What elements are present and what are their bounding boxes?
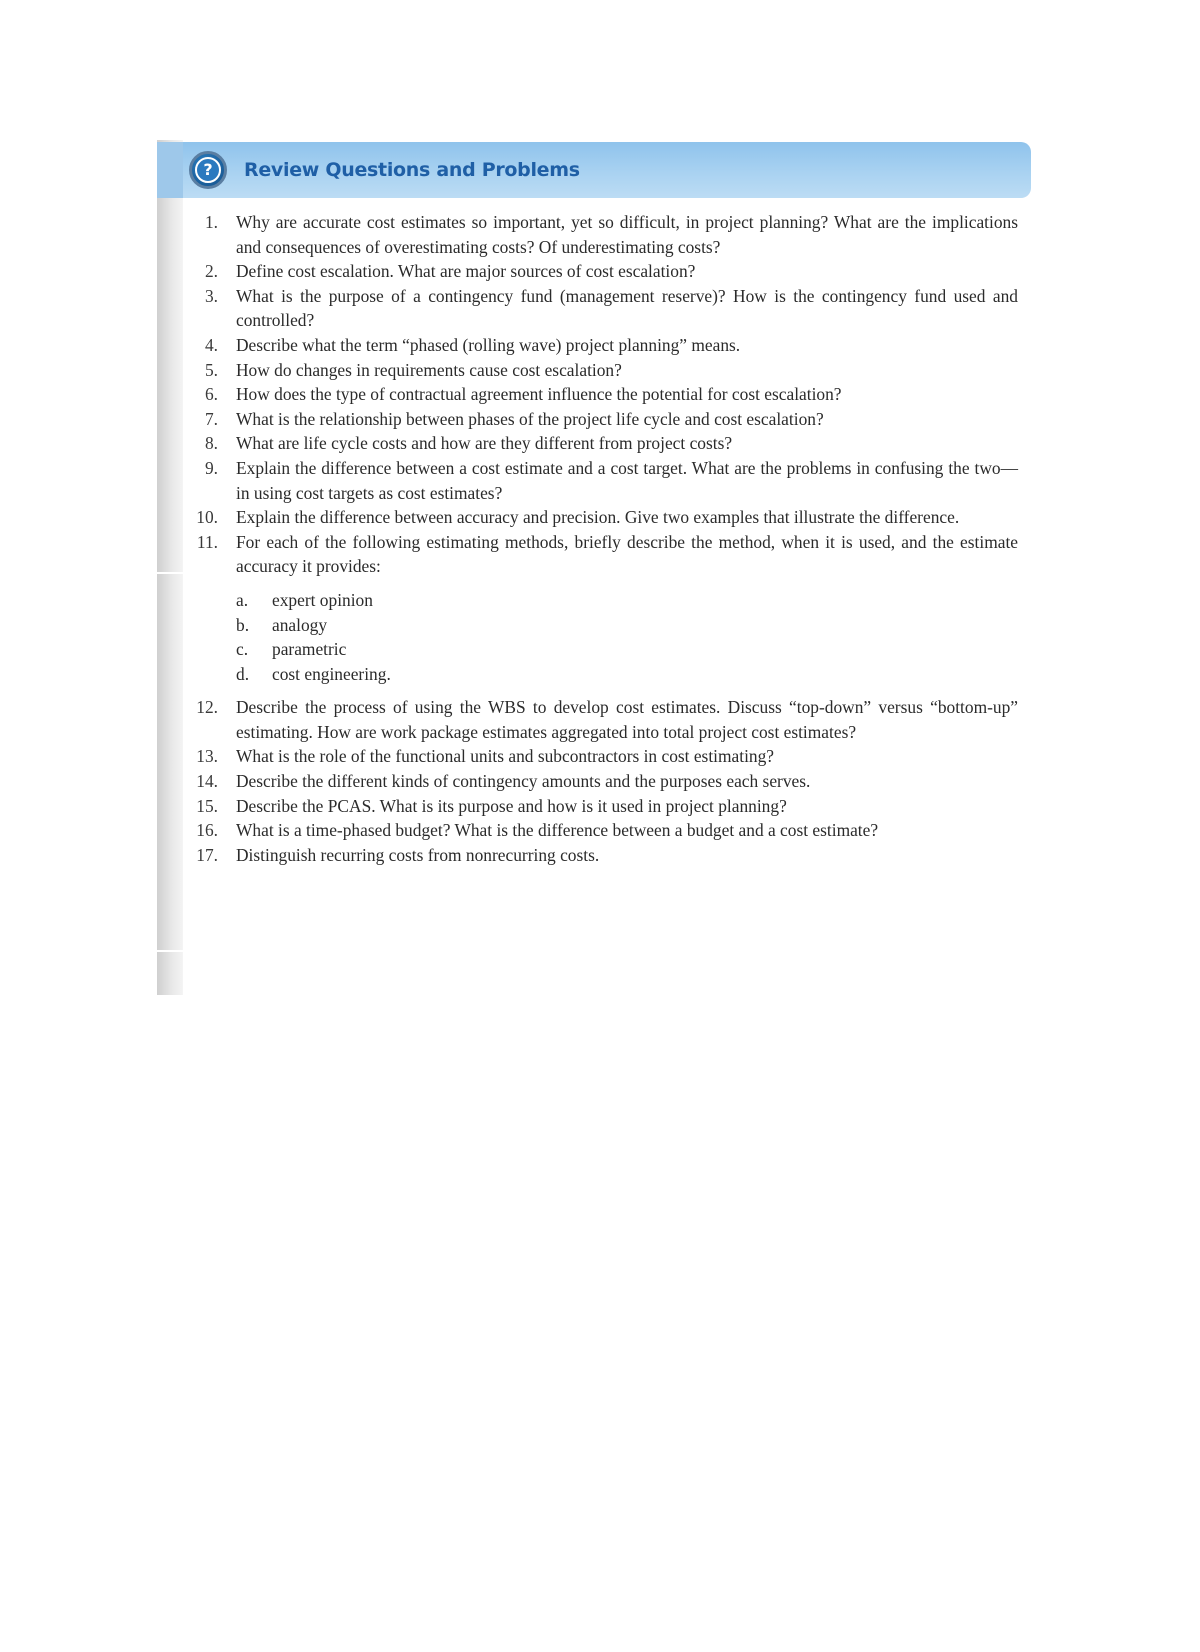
question-item <box>190 284 1018 333</box>
question-text: What are life cycle costs and how are they different from project costs? <box>236 433 733 454</box>
question-item <box>190 382 1018 407</box>
question-item <box>190 794 1018 819</box>
question-item <box>190 744 1018 769</box>
question-text: Define cost escalation. What are major sources of cost escalation? <box>236 261 696 282</box>
question-mark-glyph: ? <box>195 157 221 183</box>
question-number: 7. <box>204 408 218 429</box>
question-text: How does the type of contractual agreement influence the potential for cost escalation? <box>236 384 842 405</box>
question-item <box>190 431 1018 456</box>
section-title: Review Questions and Problems <box>244 159 580 181</box>
question-number: 15. <box>196 795 218 816</box>
question-text: For each of the following estimating methods, briefly describe the method, when it is used, and the estimate accuracy it provides: <box>236 531 1018 577</box>
question-item <box>190 530 1018 687</box>
question-number: 13. <box>196 746 218 767</box>
question-text: Describe the process of using the WBS to develop cost estimates. Discuss “top-down” versus “bottom-up” estimating. How are work package estimates aggregated into total project cost estimates? <box>236 697 1018 742</box>
sub-item-text: expert opinion <box>272 589 373 610</box>
question-item <box>190 456 1018 505</box>
question-text: Describe what the term “phased (rolling wave) project planning” means. <box>236 334 741 355</box>
sub-item-letter: d. <box>236 663 250 684</box>
question-item <box>190 358 1018 383</box>
sub-item-text: analogy <box>272 614 328 635</box>
question-text: What is the purpose of a contingency fund (management reserve)? How is the contingency fund used and controlled? <box>236 285 1018 331</box>
question-text: Explain the difference between a cost estimate and a cost target. What are the problems in confusing the two—in using cost targets as cost estimates? <box>236 457 1018 503</box>
header-band-left <box>157 142 183 198</box>
question-number: 14. <box>196 771 218 792</box>
question-text: Why are accurate cost estimates so important, yet so difficult, in project planning? What are the implications and consequences of overestimating costs? Of underestimating costs? <box>236 212 1018 257</box>
question-item <box>190 818 1018 843</box>
question-number: 17. <box>196 844 218 865</box>
sub-list-item <box>236 588 1018 613</box>
sub-item-letter: c. <box>236 639 249 660</box>
question-text: Describe the PCAS. What is its purpose and how is it used in project planning? <box>236 795 787 816</box>
question-mark-icon <box>189 151 227 189</box>
sub-list-item <box>236 662 1018 687</box>
question-number: 12. <box>196 697 218 718</box>
question-item <box>190 843 1018 868</box>
question-number: 8. <box>204 433 218 454</box>
question-text: What is the role of the functional units and subcontractors in cost estimating? <box>236 746 775 767</box>
question-text: What is a time-phased budget? What is the difference between a budget and a cost estimate? <box>236 820 879 841</box>
question-number: 5. <box>204 359 218 380</box>
question-number: 11. <box>196 531 218 552</box>
sub-list-item <box>236 637 1018 662</box>
question-item <box>190 407 1018 432</box>
question-number: 16. <box>196 820 218 841</box>
question-list <box>190 210 1018 867</box>
question-item <box>190 210 1018 259</box>
question-number: 9. <box>204 457 218 478</box>
question-item <box>190 505 1018 530</box>
question-number: 2. <box>204 261 218 282</box>
sub-item-letter: b. <box>236 614 250 635</box>
sub-item-letter: a. <box>236 589 249 610</box>
question-number: 10. <box>196 507 218 528</box>
question-text: Distinguish recurring costs from nonrecurring costs. <box>236 844 600 865</box>
question-item <box>190 695 1018 744</box>
question-text: What is the relationship between phases of the project life cycle and cost escalation? <box>236 408 824 429</box>
strip-divider <box>157 950 183 952</box>
question-number: 6. <box>204 384 218 405</box>
question-text: Describe the different kinds of contingency amounts and the purposes each serves. <box>236 771 811 792</box>
sub-item-text: parametric <box>272 639 347 660</box>
sub-list-item <box>236 613 1018 638</box>
estimating-methods-list <box>236 588 1018 686</box>
question-text: How do changes in requirements cause cost escalation? <box>236 359 622 380</box>
question-item <box>190 259 1018 284</box>
question-text: Explain the difference between accuracy and precision. Give two examples that illustrate the difference. <box>236 507 960 528</box>
strip-divider <box>157 572 183 574</box>
question-number: 3. <box>204 285 218 306</box>
question-number: 4. <box>204 334 218 355</box>
question-item <box>190 769 1018 794</box>
question-item <box>190 333 1018 358</box>
sub-item-text: cost engineering. <box>272 663 391 684</box>
page-edge-strip <box>157 140 183 995</box>
question-number: 1. <box>204 212 218 232</box>
